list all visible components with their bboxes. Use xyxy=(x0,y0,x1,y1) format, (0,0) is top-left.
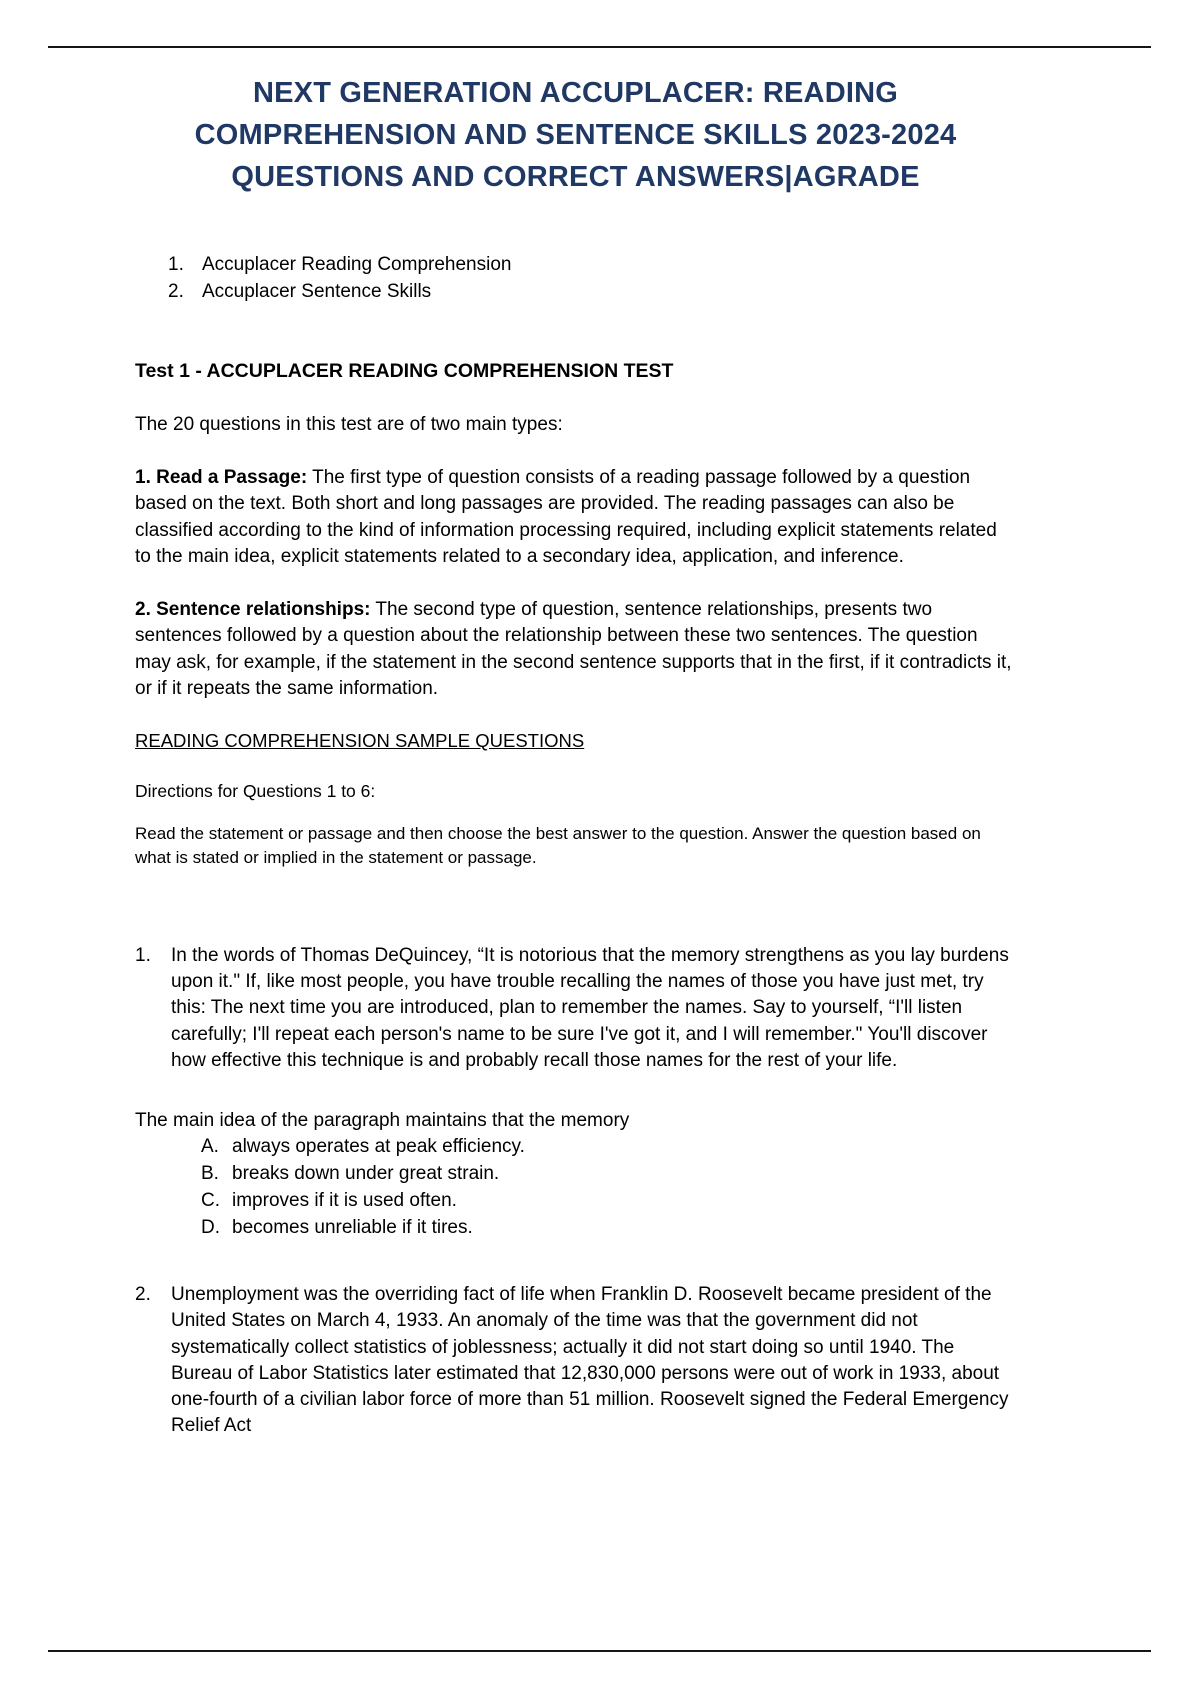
test-1-heading: Test 1 - ACCUPLACER READING COMPREHENSION TEST xyxy=(135,360,674,383)
list-item-number: 2. xyxy=(168,281,184,303)
option-d-text: becomes unreliable if it tires. xyxy=(232,1217,473,1239)
list-item-label: Accuplacer Sentence Skills xyxy=(202,281,432,303)
sample-questions-heading: READING COMPREHENSION SAMPLE QUESTIONS xyxy=(135,729,585,751)
question-1-number: 1. xyxy=(135,944,151,966)
question-1-passage-row xyxy=(135,943,1015,1074)
title-line-3: QUESTIONS AND CORRECT ANSWERS|AGRADE xyxy=(231,161,920,194)
option-b-letter: B. xyxy=(201,1163,219,1185)
list-item-label: Accuplacer Reading Comprehension xyxy=(202,254,512,276)
topic-list xyxy=(168,252,1015,306)
list-item-number: 1. xyxy=(168,254,184,276)
question-1 xyxy=(135,943,1015,1242)
question-type-1-label: 1. Read a Passage: xyxy=(135,467,308,489)
question-2 xyxy=(135,1282,1015,1439)
top-divider xyxy=(48,46,1151,48)
document-title xyxy=(138,72,1013,198)
title-line-1: NEXT GENERATION ACCUPLACER: READING xyxy=(252,77,898,109)
question-type-2-label: 2. Sentence relationships: xyxy=(135,599,371,621)
option-a-text: always operates at peak efficiency. xyxy=(232,1136,525,1158)
question-2-number: 2. xyxy=(135,1284,151,1306)
list-item xyxy=(168,252,1015,279)
option-c-text: improves if it is used often. xyxy=(232,1190,457,1212)
option-a xyxy=(201,1134,1015,1161)
title-line-2: COMPREHENSION AND SENTENCE SKILLS 2023-2024 xyxy=(194,119,957,152)
option-c xyxy=(201,1188,1015,1215)
option-c-letter: C. xyxy=(201,1190,220,1212)
list-item xyxy=(168,279,1015,306)
option-d xyxy=(201,1215,1015,1242)
intro-paragraph: The 20 questions in this test are of two main types: xyxy=(135,413,563,435)
option-d-letter: D. xyxy=(201,1217,220,1239)
question-type-2-text: The second type of question, sentence relationships, presents two sentences followed by a question about the relationship between these two sentences. The question may ask, for example, if the statement in the second sentence supports that in the first, if it contradicts it, or if it repeats the same information. xyxy=(135,599,1012,699)
option-b xyxy=(201,1161,1015,1188)
question-1-options xyxy=(201,1134,1015,1242)
option-a-letter: A. xyxy=(201,1136,219,1158)
document-body xyxy=(135,252,1015,1439)
bottom-divider xyxy=(48,1650,1151,1652)
question-1-stem: The main idea of the paragraph maintains that the memory xyxy=(135,1109,630,1131)
directions-text: Read the statement or passage and then choose the best answer to the question. Answer the question based on what is stated or implied in the statement or passage. xyxy=(135,823,981,868)
question-type-2-paragraph xyxy=(135,597,1015,702)
directions-label: Directions for Questions 1 to 6: xyxy=(135,781,376,802)
question-type-1-paragraph xyxy=(135,465,1015,570)
option-b-text: breaks down under great strain. xyxy=(232,1163,500,1185)
question-1-passage: In the words of Thomas DeQuincey, “It is notorious that the memory strengthens as you lay burdens upon it." If, like most people, you have trouble recalling the names of those you have just met, try this: The next time you are introduced, plan to remember the names. Say to yourself, “I'll listen carefully; I'll repeat each person's name to be sure I've got it, and I will remember." You'll discover how effective this technique is and probably recall those names for the rest of your life. xyxy=(171,944,1009,1071)
question-2-passage: Unemployment was the overriding fact of life when Franklin D. Roosevelt became president of the United States on March 4, 1933. An anomaly of the time was that the government did not systematically collect statistics of joblessness; actually it did not start doing so until 1940. The Bureau of Labor Statistics later estimated that 12,830,000 persons were out of work in 1933, about one-fourth of a civilian labor force of more than 51 million. Roosevelt signed the Federal Emergency Relief Act xyxy=(171,1284,1009,1437)
question-type-1-text: The first type of question consists of a reading passage followed by a question based on the text. Both short and long passages are provided. The reading passages can also be classified according to the kind of information processing required, including explicit statements related to the main idea, explicit statements related to a secondary idea, application, and inference. xyxy=(135,467,997,567)
question-2-passage-row xyxy=(135,1282,1015,1439)
